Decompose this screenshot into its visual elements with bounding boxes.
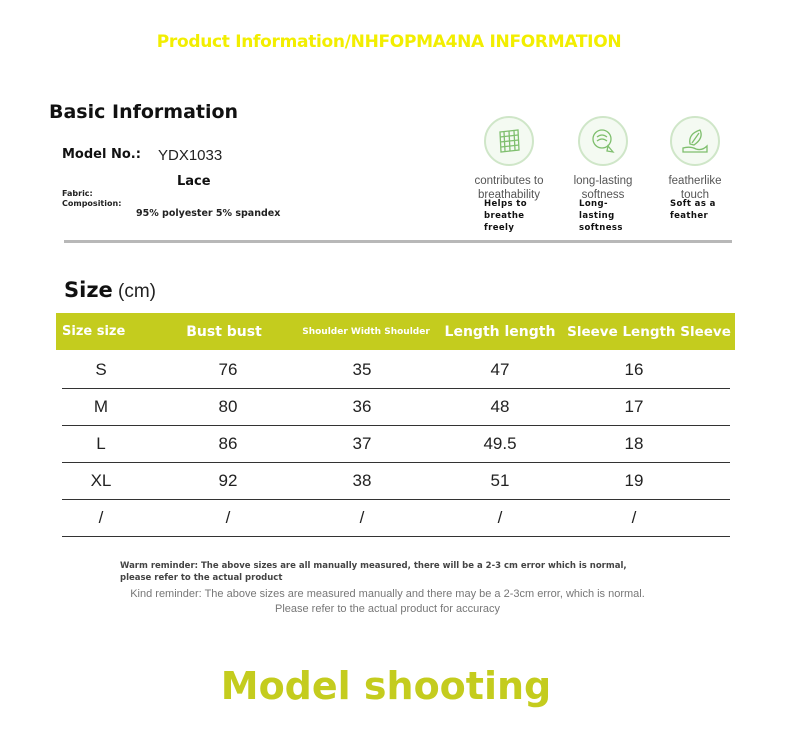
shoulder-cell: 38 bbox=[352, 471, 372, 490]
kind-reminder-line: Kind reminder: The above sizes are measured manually and there may be a 2-3cm error, which is normal. bbox=[130, 588, 645, 600]
header-size: Size size bbox=[62, 324, 126, 339]
basic-info-heading: Basic Information bbox=[49, 101, 239, 123]
length-cell: 48 bbox=[490, 397, 510, 416]
composition-value: 95% polyester 5% spandex bbox=[136, 208, 281, 219]
shoulder-cell: 37 bbox=[352, 434, 372, 453]
warm-reminder-text: Warm reminder: The above sizes are all manually measured, there will be a 2-3 cm error which is normal, please refer to the actual product bbox=[120, 561, 627, 583]
feature-title-line: featherlike bbox=[668, 175, 722, 187]
feather-hand-icon bbox=[670, 116, 720, 166]
feature-desc-line: Soft as a bbox=[670, 199, 716, 209]
fabric-weave-icon bbox=[484, 116, 534, 166]
table-row bbox=[62, 426, 730, 463]
bust-cell: 80 bbox=[218, 397, 238, 416]
header-bust: Bust bust bbox=[186, 323, 262, 340]
fabric-label: Fabric: bbox=[62, 189, 93, 198]
table-row bbox=[62, 389, 730, 426]
bust-cell: 92 bbox=[218, 471, 238, 490]
composition-label: Composition: bbox=[62, 199, 122, 208]
model-shooting-heading: Model shooting bbox=[220, 664, 552, 708]
shoulder-cell: 36 bbox=[352, 397, 372, 416]
product-info-title: Product Information/NHFOPMA4NA INFORMATION bbox=[156, 32, 622, 52]
feature-title-line: breathability bbox=[477, 189, 540, 201]
sleeve-cell: 17 bbox=[624, 397, 644, 416]
feature-desc-line: Long- bbox=[579, 199, 608, 209]
fabric-value: Lace bbox=[177, 174, 211, 189]
table-row bbox=[62, 500, 730, 537]
feature-desc-line: Helps to bbox=[484, 199, 527, 209]
length-cell: 49.5 bbox=[483, 434, 517, 453]
bust-cell: / bbox=[225, 508, 231, 527]
feature-desc-line: feather bbox=[670, 211, 709, 221]
section-divider bbox=[64, 240, 732, 243]
size-unit: (cm) bbox=[118, 281, 156, 302]
bust-cell: 76 bbox=[218, 360, 238, 379]
sleeve-cell: / bbox=[631, 508, 637, 527]
length-cell: 51 bbox=[490, 471, 510, 490]
feature-title-line: softness bbox=[581, 189, 625, 201]
header-shoulder-width: Shoulder Width Shoulder bbox=[302, 326, 430, 337]
table-row bbox=[62, 352, 730, 389]
sleeve-cell: 16 bbox=[624, 360, 644, 379]
size-cell: / bbox=[98, 508, 104, 527]
header-length: Length length bbox=[444, 323, 556, 340]
feature-title-line: contributes to bbox=[474, 175, 544, 187]
size-table-header bbox=[56, 313, 735, 350]
feature-title-line: long-lasting bbox=[573, 175, 633, 187]
feature-softness bbox=[553, 116, 653, 233]
kind-reminder-line: Please refer to the actual product for accuracy bbox=[274, 603, 500, 615]
size-cell: M bbox=[93, 397, 109, 416]
size-cell: XL bbox=[90, 471, 112, 490]
feature-desc-line: lasting bbox=[579, 211, 615, 221]
bust-cell: 86 bbox=[218, 434, 238, 453]
shoulder-cell: / bbox=[359, 508, 365, 527]
feature-desc-line: breathe bbox=[484, 211, 525, 221]
header-sleeve-length: Sleeve Length Sleeve bbox=[567, 323, 731, 340]
model-number-label: Model No.: bbox=[62, 147, 141, 162]
feature-featherlike bbox=[645, 116, 745, 221]
soft-fabric-icon bbox=[578, 116, 628, 166]
size-heading: Size bbox=[64, 278, 113, 302]
model-number-value: YDX1033 bbox=[158, 147, 223, 164]
table-row bbox=[62, 463, 730, 500]
shoulder-cell: 35 bbox=[352, 360, 372, 379]
feature-desc-line: freely bbox=[484, 223, 515, 233]
size-cell: S bbox=[95, 360, 107, 379]
feature-title-line: touch bbox=[680, 189, 710, 201]
size-cell: L bbox=[96, 434, 106, 453]
sleeve-cell: 19 bbox=[624, 471, 644, 490]
feature-desc-line: softness bbox=[579, 223, 623, 233]
kind-reminder-text bbox=[100, 587, 675, 617]
sleeve-cell: 18 bbox=[624, 434, 644, 453]
length-cell: 47 bbox=[490, 360, 510, 379]
length-cell: / bbox=[497, 508, 503, 527]
feature-breathability bbox=[459, 116, 559, 233]
